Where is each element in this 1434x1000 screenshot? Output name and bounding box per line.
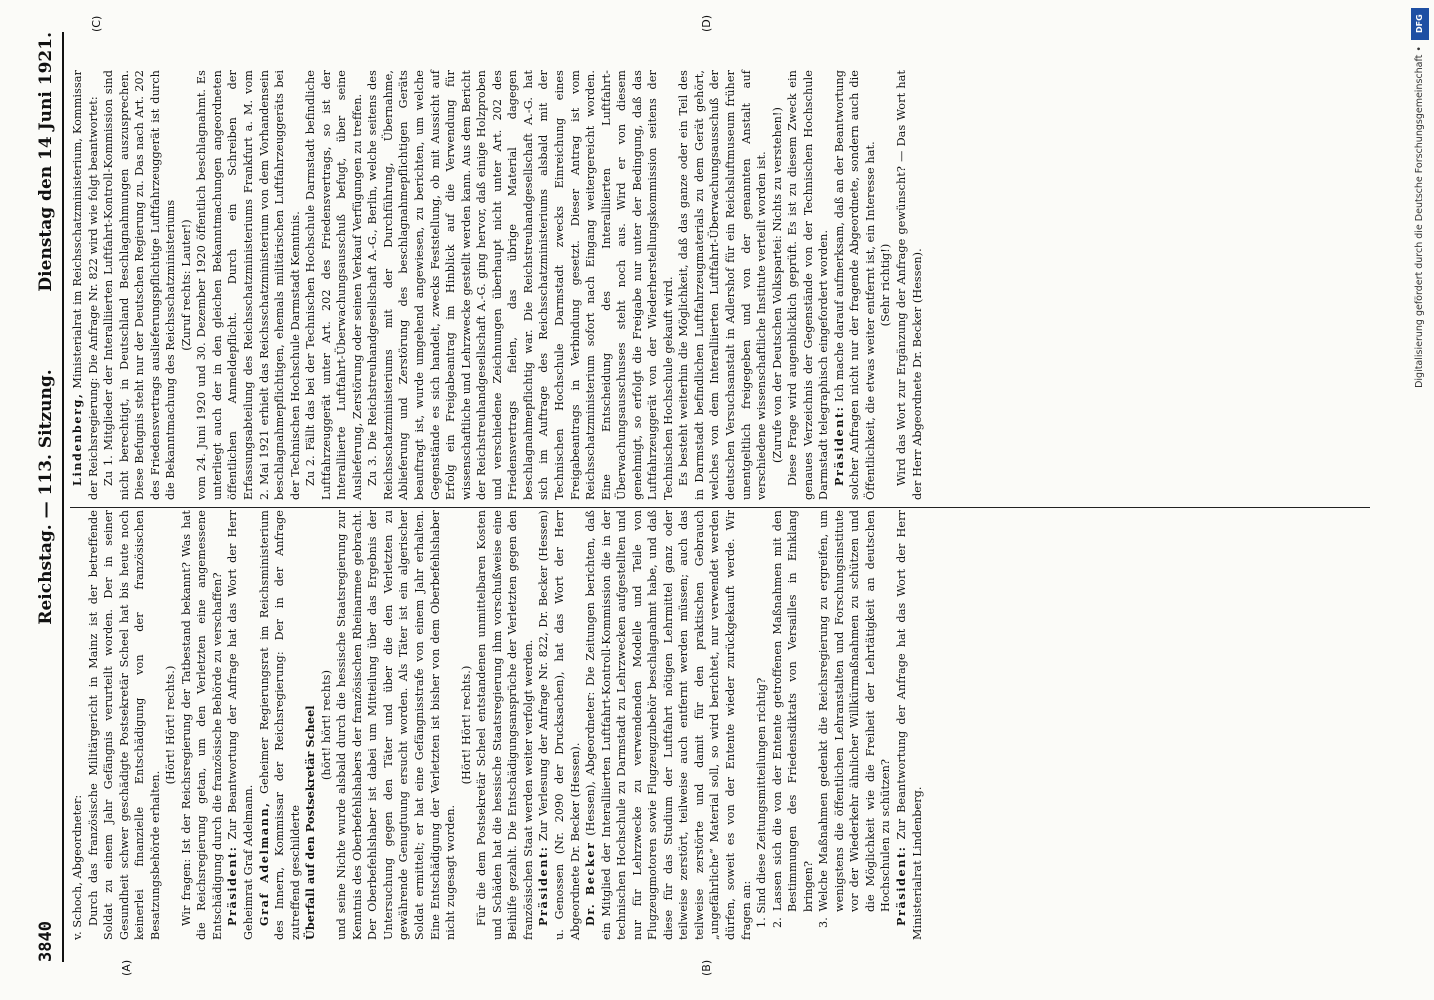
dfg-logo: DFG [1411,8,1429,40]
paragraph: Diese Frage wird augenblicklich geprüft. Es ist zu diesem Zweck ein genaues Verzeichnis der Gegenstände von der Technischen Hochschule Darmstadt telegraphisch eingefordert worden. [786,70,831,500]
header-date: Dienstag den 14 Juni 1921. [36,32,56,292]
speaker-name: Graf Adelmann, [256,801,271,926]
paragraph: Zur Beantwortung der Anfrage hat das Wort der Herr Geheimrat Graf Adelmann. [226,510,256,940]
question-item: 2. Lassen sich die von der Entente getroffenen Maßnahmen mit den Bestimmungen des Friedensdiktats von Versailles in Einklang bringen? [770,510,815,928]
paragraph: Es besteht weiterhin die Möglichkeit, daß das ganze oder ein Teil des in Darmstadt befindlichen Luftfahrzeugmaterials zu dem Gerät gehört, welches von dem Interalliierten Luftfahrt-Überwachungsausschuß der deutschen Versuchsanstalt in Adlershof für ein Reichsluftmuseum früher unentgeltlich freigegeben und von der genannten Anstalt auf verschiedene wissenschaftliche Institute verteilt worden ist. [677,70,769,500]
left-column [70,510,925,940]
margin-marker-a: (A) [120,959,133,976]
speaker-name: Präsident: [893,845,908,926]
header-session: Reichstag. — 113. Sitzung. [36,369,56,625]
column-divider [70,507,1370,508]
speaker-name: Präsident: [225,845,240,926]
question-item: 3. Welche Maßnahmen gedenkt die Reichsregierung zu ergreifen, um wenigstens die öffentlichen Lehranstalten und Forschungsinstitute vor der Wiederkehr ähnlicher Willkürmaßnahmen zu schützen und die Möglichkeit wie die Freiheit der Lehrtätigkeit an deutschen Hochschulen zu schützen? [817,510,893,928]
paragraph: Ich mache darauf aufmerksam, daß an der Beantwortung solcher Anfragen nicht nur der fragende Abgeordnete, sondern auch die Öffentlichkeit, die etwas weiter entfernt ist, ein Interesse hat. [832,70,877,500]
margin-marker-d: (D) [700,14,713,32]
emphasis-line: Überfall auf den Postsekretär Scheel [303,705,318,940]
margin-marker-c: (C) [90,15,103,32]
right-column [70,70,925,500]
paragraph: Durch das französische Militärgericht in Mainz ist der betreffende Soldat zu einem Jahr Gefängnis verurteilt worden. Der in seiner Gesundheit schwer geschädigte Postsekretär Scheel hat bis heute noch keinerlei finanzielle Entschädigung von der französischen Besatzungsbehörde erhalten. [86,510,162,940]
margin-marker-b: (B) [700,959,713,976]
paragraph: und seine Nichte wurde alsbald durch die hessische Staatsregierung zur Kenntnis des Oberbefehlshabers der französischen Rheinarmee gebracht. Der Oberbefehlshaber ist dabei um Mitteilung über das Ergebnis der Untersuchung gegen den Täter und über die den Verletzten zu gewährende Genugtuung ersucht worden. Als Täter ist ein algerischer Soldat ermittelt; er hat eine Gefängnisstrafe von einem Jahr erhalten. Eine Entschädigung der Verletzten ist bisher von dem Oberbefehlshaber nicht zugesagt worden. [335,510,458,940]
paragraph: Wird das Wort zur Ergänzung der Anfrage gewünscht? — Das Wort hat der Herr Abgeordnete Dr. Becker (Hessen). [894,70,924,500]
paragraph: Geheimer Regierungsrat im Reichsministerium des Innern, Kommissar der Reichsregierung: Der in der Anfrage zutreffend geschilderte [257,510,302,940]
interjection: (Zurufe von der Deutschen Volkspartei: Nichts zu verstehen!) [770,107,784,464]
digitization-stamp [1403,0,1434,1000]
speaker-name: Lindenberg, [70,392,84,486]
paragraph: Zu 1. Mitglieder der Interalliierten Luftfahrt-Kontroll-Kommission sind nicht berechtigt, in Deutschland Beschlagnahmungen auszusprechen. Diese Befugnis steht nur der Deutschen Regierung zu. Das nach Art. 202 des Friedensvertrags auslieferungspflichtige Luftfahrzeuggerät ist durch die Bekanntmachung des Reichsschatzministeriums [102,70,178,500]
funding-notice: Digitalisierung gefördert durch die Deutsche Forschungsgemeinschaft • [1414,46,1425,388]
paragraph: Wir fragen: Ist der Reichsregierung der Tatbestand bekannt? Was hat die Reichsregierung getan, um den Verletzten eine angemessene Entschädigung durch die französische Behörde zu verschaffen? [179,510,224,940]
question-item: 1. Sind diese Zeitungsmitteilungen richtig? [755,677,769,928]
speaker-continuation: v. Schoch, Abgeordneter: [71,794,84,940]
page-number: 3840 [36,921,56,962]
paragraph: vom 24. Juni 1920 und 30. Dezember 1920 öffentlich beschlagnahmt. Es unterliegt auch der in den gleichen Bekanntmachungen angeordneten öffentlichen Anmeldepflicht. Durch ein Schreiben der Erfassungsabteilung des Reichsschatzministeriums Frankfurt a. M. vom 2. Mai 1921 erhielt das Reichsschatzministerium von dem Vorhandensein beschlagnahmepflichtigen, ehemals militärischen Luftfahrzeuggeräts bei der Technischen Hochschule Darmstadt Kenntnis. [195,70,302,500]
interjection: (Hört! Hört! rechts.) [164,665,178,785]
interjection: (hört! hört! rechts) [319,669,333,781]
paragraph: Zur Verlesung der Anfrage Nr. 822, Dr. Becker (Hessen) u. Genossen (Nr. 2090 der Drucksachen), hat das Wort der Herr Abgeordnete Dr. Becker (Hessen). [537,510,582,940]
paragraph: Zu 3. Die Reichstreuhandgesellschaft A.-G., Berlin, welche seitens des Reichsschatzministeriums mit der Durchführung, Übernahme, Ablieferung und Zerstörung des beschlagnahmepflichtigen Geräts beauftragt ist, wurde umgehend angewiesen, zu berichten, um welche Gegenstände es sich handelt, zwecks Feststellung, ob mit Aussicht auf Erfolg ein Freigabeantrag im Hinblick auf die Verwendung für wissenschaftliche und Lehrzwecke gestellt werden kann. Aus dem Bericht der Reichstreuhandgesellschaft A.-G. ging hervor, daß einige Holzproben und verschiedene Zeichnungen überhaupt nicht unter Art. 202 des Friedensvertrags fielen, das übrige Material dagegen beschlagnahmepflichtig war. Die Reichstreuhandgesellschaft A.-G. hat sich im Auftrage des Reichsschatzministeriums alsbald mit der Technischen Hochschule Darmstadt zwecks Einreichung eines Freigabeantrags in Verbindung gesetzt. Dieser Antrag ist vom Reichsschatzministerium sofort nach Eingang weitergereicht worden. Eine Entscheidung des Interalliierten Luftfahrt-Überwachungsausschusses steht noch aus. Wird er von diesem genehmigt, so erfolgt die Freigabe nur unter der Bedingung, daß das Luftfahrzeuggerät von der Wiederherstellungskommission seitens der Technischen Hochschule gekauft wird. [366,70,675,500]
paragraph: Für die dem Postsekretär Scheel entstandenen unmittelbaren Kosten und Schäden hat die hessische Staatsregierung ihm vorschußweise eine Beihilfe gezahlt. Die Entschädigungsansprüche der Verletzten gegen den französischen Staat werden weiter verfolgt werden. [475,510,535,940]
interjection: (Hört! Hört! rechts.) [459,665,473,785]
paragraph: Ministerialrat im Reichsschatzministerium, Kommissar der Reichsregierung: Die Anfrage Nr. 822 wird wie folgt beantwortet: [71,70,100,500]
interjection: (Sehr richtig!) [879,243,893,327]
interjection: (Zuruf rechts: Lauter!) [179,219,193,351]
paragraph: (Hessen), Abgeordneter: Die Zeitungen berichten, daß ein Mitglied der Interalliierten Luftfahrt-Kontroll-Kommission die in der technischen Hochschule zu Darmstadt zu Lehrzwecken aufgestellten und nur für Lehrzwecke zu verwendenden Modelle und Teile von Flugzeugmotoren sowie Flugzeugzubehör beschlagnahmt habe, und daß diese für das Studium der Luftfahrt nötigen Lehrmittel ganz oder teilweise zerstört, teilweise auch entfernt werden müssen; auch das teilweise zerstörte und damit für den praktischen Gebrauch „ungefährliche“ Material soll, so wird berichtet, nur verwendet werden dürfen, soweit es von der Entente wieder zurückgekauft werde. Wir fragen an: [584,510,753,940]
speaker-name: Präsident: [536,845,551,926]
page-header [32,32,64,962]
speaker-name: Dr. Becker [583,841,598,926]
paragraph: Zu 2. Fällt das bei der Technischen Hochschule Darmstadt befindliche Luftfahrzeuggerät unter Art. 202 des Friedensvertrags, so ist der Interalliierte Luftfahrt-Überwachungsausschuß befugt, über seine Auslieferung, Zerstörung oder seinen Verkauf Verfügungen zu treffen. [304,70,364,500]
paragraph: Zur Beantwortung der Anfrage hat das Wort der Herr Ministerialrat Lindenberg. [894,510,924,940]
speaker-name: Präsident: [831,405,846,486]
